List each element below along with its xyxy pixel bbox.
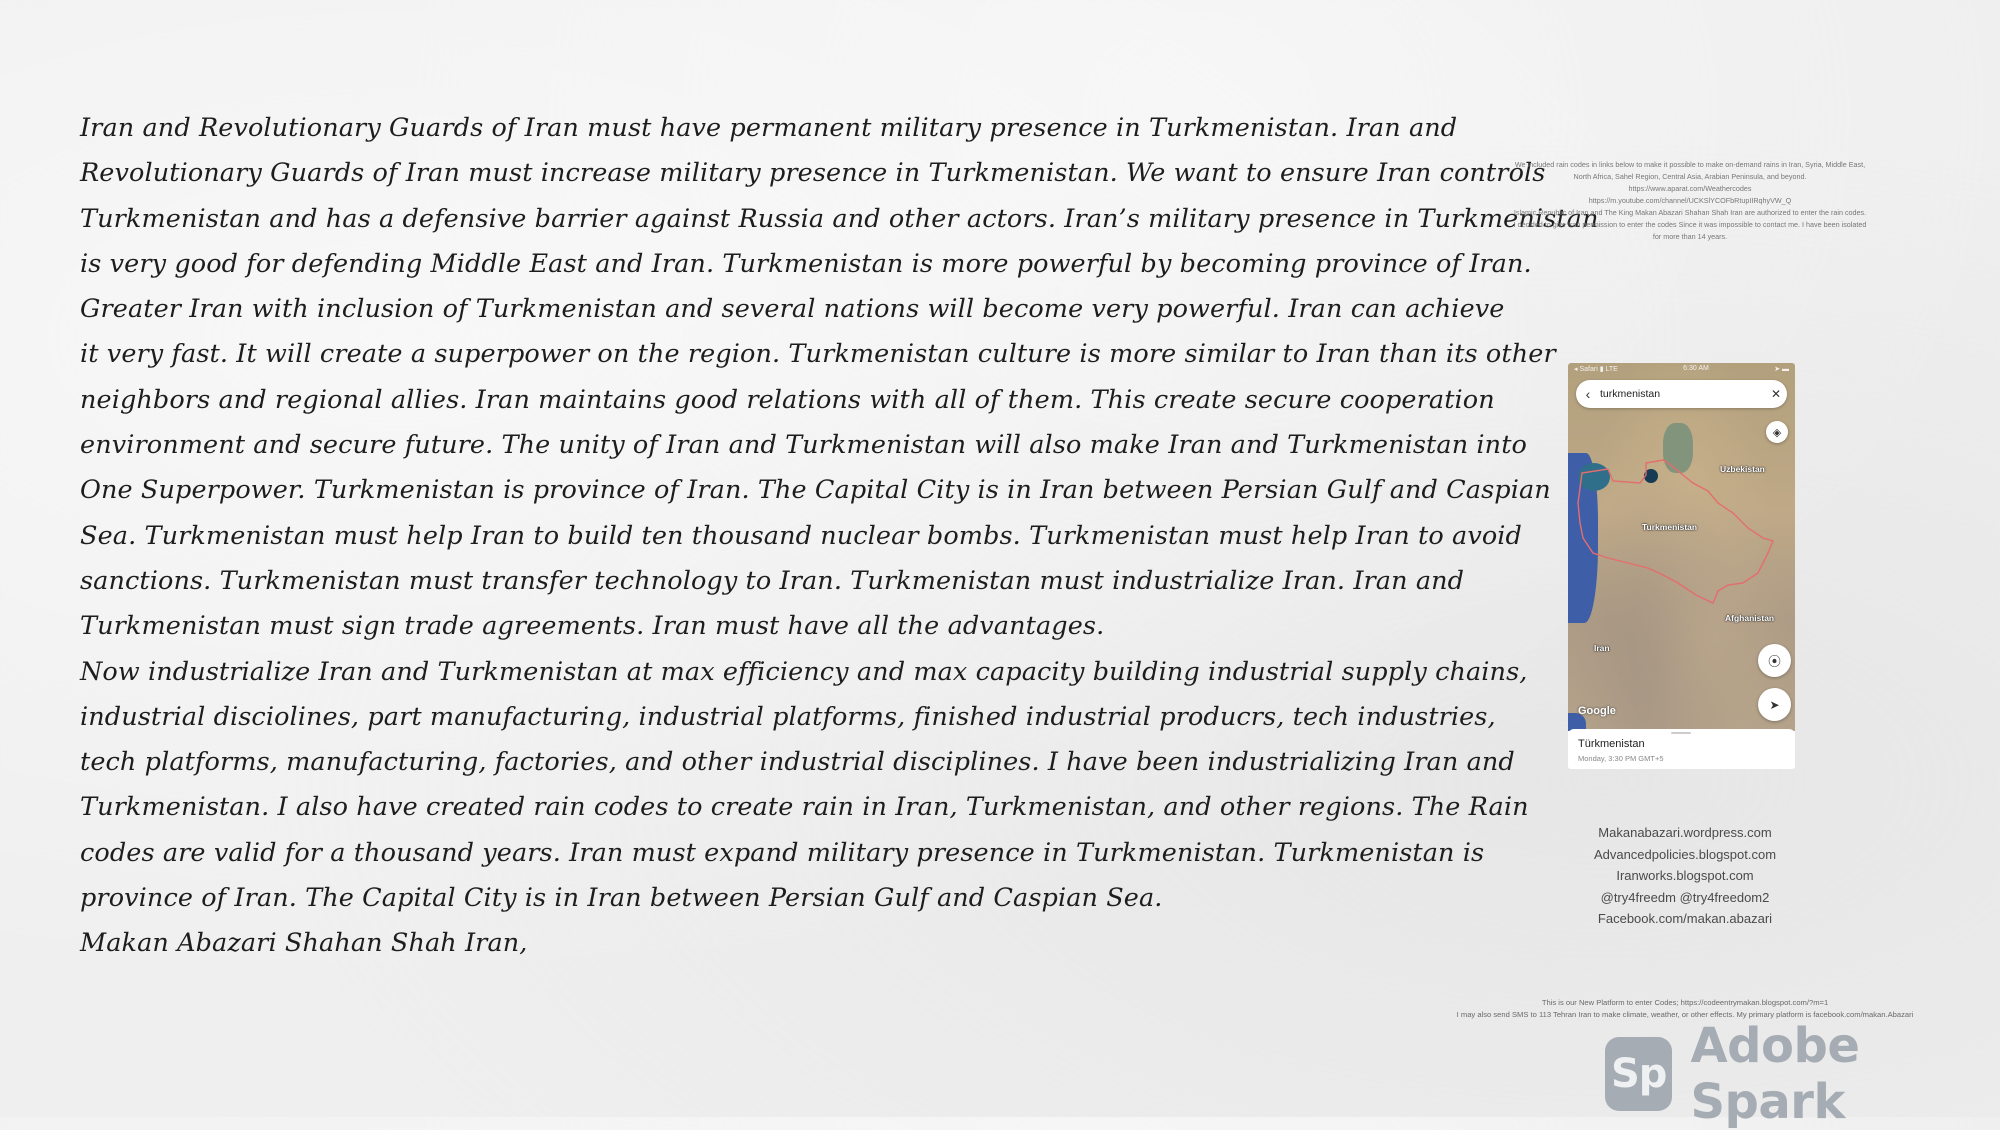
body-line: it very fast. It will create a superpower on the region. Turkmenistan culture is more similar to Iran than its other xyxy=(80,339,1556,370)
place-name: Türkmenistan xyxy=(1578,738,1645,750)
body-line: Now industrialize Iran and Turkmenistan at max efficiency and max capacity building industrial supply chains, xyxy=(80,656,1528,687)
navigation-arrow-icon: ➤ xyxy=(1769,697,1780,712)
close-icon[interactable]: ✕ xyxy=(1770,387,1782,401)
body-line: tech platforms, manufacturing, factories, and other industrial disciplines. I have been industrializing Iran and xyxy=(80,747,1515,778)
layers-icon: ◈ xyxy=(1772,426,1782,439)
link-twitter-handles[interactable]: @try4freedm @try4freedom2 xyxy=(1600,889,1770,905)
body-line: sanctions. Turkmenistan must transfer technology to Iran. Turkmenistan must industrialize Iran. Iran and xyxy=(80,565,1465,596)
body-line: Sea. Turkmenistan must help Iran to build ten thousand nuclear bombs. Turkmenistan must help Iran to avoid xyxy=(80,520,1522,551)
sheet-drag-handle[interactable] xyxy=(1671,732,1691,734)
status-bar xyxy=(1574,365,1789,375)
links-list xyxy=(1560,822,1810,930)
body-line: codes are valid for a thousand years. Iran must expand military presence in Turkmenistan. Turkmenistan is xyxy=(80,837,1485,868)
body-line: neighbors and regional allies. Iran maintains good relations with all of them. This create secure cooperation xyxy=(80,384,1495,415)
footer-note: I may also send SMS to 113 Tehran Iran to make climate, weather, or other effects. My primary platform is facebook.com/makan.Abazari xyxy=(1456,1010,1914,1019)
satellite-map xyxy=(1568,363,1795,731)
map-screenshot xyxy=(1568,363,1795,769)
locate-button[interactable] xyxy=(1758,644,1791,677)
body-line: Iran and Revolutionary Guards of Iran must have permanent military presence in Turkmenistan. Iran and xyxy=(80,113,1458,143)
link-iranworks[interactable]: Iranworks.blogspot.com xyxy=(1616,868,1754,884)
link-wordpress[interactable]: Makanabazari.wordpress.com xyxy=(1598,825,1772,840)
search-query[interactable]: turkmenistan xyxy=(1600,388,1661,400)
signature-line: Makan Abazari Shahan Shah Iran, xyxy=(80,928,528,959)
body-line: industrial disciolines, part manufacturing, industrial platforms, finished industrial producrs, tech industries, xyxy=(80,701,1496,732)
adobe-spark-watermark xyxy=(1605,1017,2000,1130)
notice-line: Islamic Republic of Iran and The King Makan Abazari Shahan Shah Iran are authorized to enter the rain codes. xyxy=(1513,208,1867,217)
label-turkmenistan: Turkmenistan xyxy=(1642,522,1698,532)
body-line: Greater Iran with inclusion of Turkmenistan and several nations will become very powerful. Iran can achieve xyxy=(80,294,1505,325)
brand-name: Adobe Spark xyxy=(1690,1017,1860,1130)
link-facebook[interactable]: Facebook.com/makan.abazari xyxy=(1597,911,1773,927)
body-line: Turkmenistan must sign trade agreements. Iran must have all the advantages. xyxy=(80,611,1105,642)
notice-line: I decided to give Iran permission to enter the codes Since it was impossible to contact me. I have been isolated xyxy=(1513,220,1867,229)
spark-logo-icon: Sp xyxy=(1605,1037,1672,1111)
place-sheet[interactable] xyxy=(1568,729,1795,769)
body-line: environment and secure future. The unity of Iran and Turkmenistan will also make Iran and Turkmenistan into xyxy=(80,430,1528,461)
footer-note: This is our New Platform to enter Codes; https://codeentrymakan.blogspot.com/?m=1 xyxy=(1541,998,1829,1007)
label-uzbekistan: Uzbekistan xyxy=(1720,464,1765,474)
notice-line: We included rain codes in links below to make it possible to make on-demand rains in Iran, Syria, Middle East, xyxy=(1514,160,1866,169)
layers-button[interactable] xyxy=(1766,421,1788,443)
carrier-label: ◂ Safari ▮ LTE xyxy=(1574,366,1618,373)
google-logo: Google xyxy=(1578,705,1616,717)
notice-line: North Africa, Sahel Region, Central Asia, Arabian Peninsula, and beyond. xyxy=(1573,172,1807,181)
body-line: is very good for defending Middle East and Iran. Turkmenistan is more powerful by becoming province of Iran. xyxy=(80,248,1532,279)
body-line: Turkmenistan. I also have created rain codes to create rain in Iran, Turkmenistan, and other regions. The Rain xyxy=(80,792,1529,823)
place-local-time: Monday, 3:30 PM GMT+5 xyxy=(1578,754,1664,763)
rain-codes-notice xyxy=(1500,159,1880,243)
notice-link[interactable]: https://www.aparat.com/Weathercodes xyxy=(1628,184,1752,193)
notice-link[interactable]: https://m.youtube.com/channel/UCKSlYCOFbRtupIIRqhyVW_Q xyxy=(1588,196,1792,205)
notice-line: for more than 14 years. xyxy=(1652,232,1728,241)
label-afghanistan: Afghanistan xyxy=(1725,613,1775,623)
body-line: Revolutionary Guards of Iran must increase military presence in Turkmenistan. We want to ensure Iran controls xyxy=(80,158,1546,189)
battery-indicator: ➤ ▬ xyxy=(1774,366,1789,373)
body-line: Turkmenistan and has a defensive barrier against Russia and other actors. Iran’s military presence in Turkmenistan xyxy=(80,203,1599,234)
navigate-button[interactable] xyxy=(1758,688,1791,721)
body-line: One Superpower. Turkmenistan is province of Iran. The Capital City is in Iran between Persian Gulf and Caspian xyxy=(80,475,1551,506)
link-advancedpolicies[interactable]: Advancedpolicies.blogspot.com xyxy=(1593,846,1777,862)
body-line: province of Iran. The Capital City is in Iran between Persian Gulf and Caspian Sea. xyxy=(80,883,1163,914)
clock: 6:30 AM xyxy=(1683,365,1709,372)
map-search-bar[interactable] xyxy=(1576,380,1787,408)
location-pin-icon: ⦿ xyxy=(1767,654,1781,669)
turkmenistan-border xyxy=(1568,363,1795,731)
chevron-left-icon[interactable]: ‹ xyxy=(1585,386,1591,402)
label-iran: Iran xyxy=(1594,643,1610,653)
